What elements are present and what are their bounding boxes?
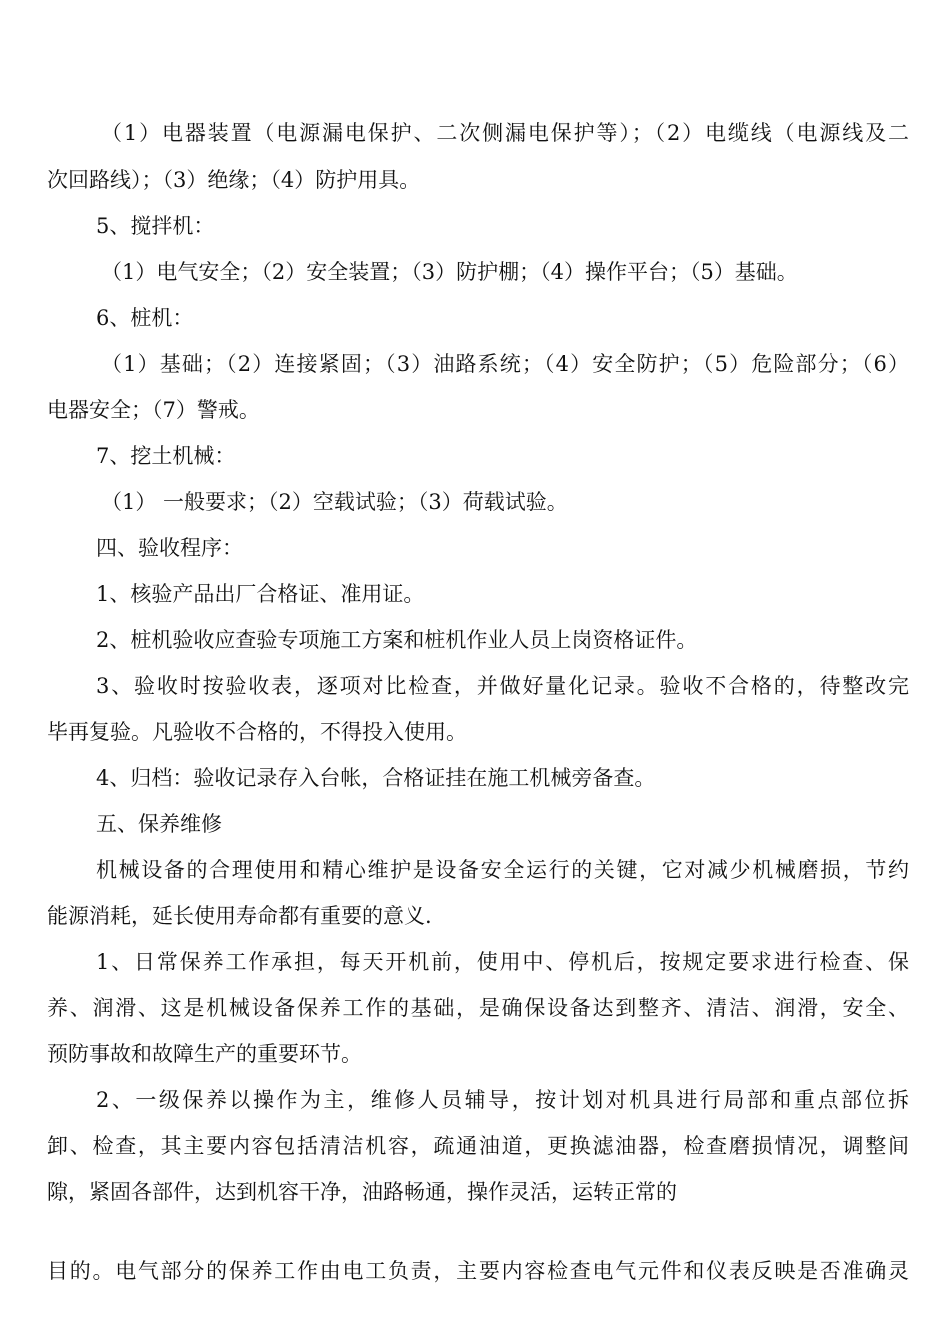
text-line: 卸、检查，其主要内容包括清洁机容，疏通油道，更换滤油器，检查磨损情况，调整间 (47, 1134, 909, 1158)
text-line: 次回路线）；（3）绝缘；（4）防护用具。 (47, 168, 421, 192)
section-heading: 五、保养维修 (96, 812, 222, 836)
text-line: 7、挖土机械： (96, 444, 236, 468)
text-line: 1、核验产品出厂合格证、准用证。 (96, 582, 425, 606)
text-line: 5、搅拌机： (96, 214, 215, 238)
text-line: 毕再复验。凡验收不合格的，不得投入使用。 (47, 720, 467, 744)
text-line: 2、一级保养以操作为主，维修人员辅导，按计划对机具进行局部和重点部位拆 (96, 1088, 909, 1112)
text-line: （1） 一般要求；（2）空载试验；（3）荷载试验。 (101, 490, 568, 514)
section-heading: 四、验收程序： (96, 536, 243, 560)
text-line: 6、桩机： (96, 306, 194, 330)
text-line: 4、归档：验收记录存入台帐，合格证挂在施工机械旁备查。 (96, 766, 656, 790)
text-line: 能源消耗，延长使用寿命都有重要的意义. (47, 904, 432, 928)
text-line: 隙，紧固各部件，达到机容干净，油路畅通，操作灵活，运转正常的 (47, 1180, 677, 1204)
text-line: 机械设备的合理使用和精心维护是设备安全运行的关键，它对减少机械磨损，节约 (96, 858, 909, 882)
text-line: 电器安全；（7）警戒。 (47, 398, 260, 422)
text-line: （1）基础；（2）连接紧固；（3）油路系统；（4）安全防护；（5）危险部分；（6） (101, 352, 909, 376)
text-line: 目的。电气部分的保养工作由电工负责，主要内容检查电气元件和仪表反映是否准确灵 (47, 1259, 909, 1283)
text-line: 养、润滑、这是机械设备保养工作的基础，是确保设备达到整齐、清洁、润滑，安全、 (47, 996, 909, 1020)
text-line: 3、验收时按验收表，逐项对比检查，并做好量化记录。验收不合格的，待整改完 (96, 674, 909, 698)
text-line: 2、桩机验收应查验专项施工方案和桩机作业人员上岗资格证件。 (96, 628, 698, 652)
text-line: 预防事故和故障生产的重要环节。 (47, 1042, 362, 1066)
text-line: 1、日常保养工作承担，每天开机前，使用中、停机后，按规定要求进行检查、保 (96, 950, 909, 974)
text-line: （1）电器装置（电源漏电保护、二次侧漏电保护等）；（2）电缆线（电源线及二 (101, 121, 909, 145)
text-line: （1）电气安全；（2）安全装置；（3）防护棚；（4）操作平台；（5）基础。 (101, 260, 798, 284)
